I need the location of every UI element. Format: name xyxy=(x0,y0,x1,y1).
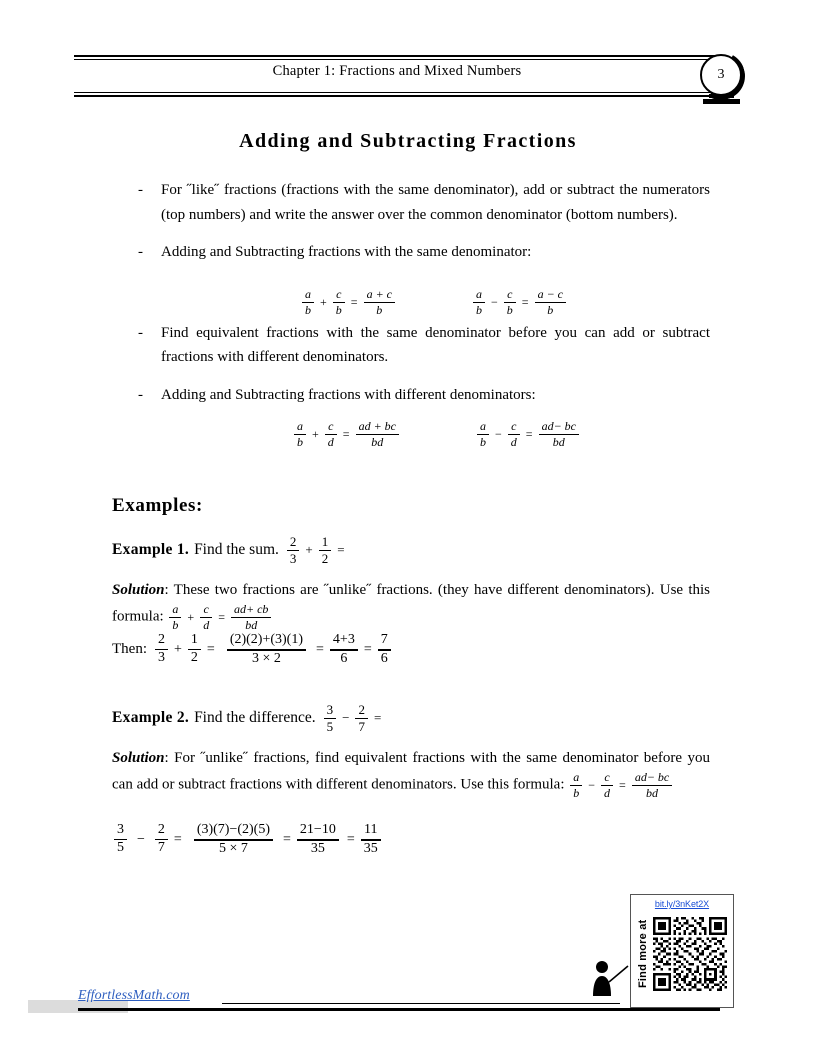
numerator: c xyxy=(328,419,334,433)
denominator: 5 × 7 xyxy=(218,840,248,856)
formula-like-subtract xyxy=(471,288,568,316)
numerator: c xyxy=(203,602,209,616)
example-1-prompt xyxy=(112,535,349,566)
fraction-c-over-d xyxy=(200,603,212,631)
rule-item-1 xyxy=(138,178,710,227)
numerator: a xyxy=(305,287,311,301)
operator-plus: + xyxy=(174,641,182,657)
operator-plus: + xyxy=(320,294,327,309)
work-1-lead: Then: xyxy=(112,641,147,658)
header-rule-bottom xyxy=(74,92,720,97)
footer-rule-thin xyxy=(222,1003,620,1004)
examples-heading: Examples: xyxy=(112,495,203,516)
bullet-dash: - xyxy=(138,182,143,198)
denominator: bd xyxy=(371,434,384,449)
denominator: b xyxy=(376,302,383,317)
denominator: d xyxy=(203,617,210,632)
teacher-pointer-icon xyxy=(584,958,632,998)
operator-plus: + xyxy=(312,426,319,441)
equals-sign: = xyxy=(346,831,355,847)
equals-sign: = xyxy=(363,641,372,657)
denominator: b xyxy=(573,785,580,800)
denominator: b xyxy=(547,302,554,317)
fraction-result xyxy=(364,288,395,316)
rule-item-4 xyxy=(138,383,710,408)
header-rule-top xyxy=(74,55,720,60)
equals-sign: = xyxy=(525,426,533,441)
numerator: c xyxy=(507,287,513,301)
example-1-expression xyxy=(285,535,349,566)
bullet-dash: - xyxy=(138,324,143,341)
denominator: b xyxy=(297,434,303,449)
equals-sign: = xyxy=(316,641,324,657)
numerator: ad− bc xyxy=(634,770,670,784)
numerator: ad+ cb xyxy=(233,602,269,616)
denominator: 3 xyxy=(289,550,297,566)
numerator: 1 xyxy=(321,534,329,549)
numerator: a xyxy=(480,419,486,433)
solution-1-text: These two fractions are ˝unlike˝ fractions. (they have different denominators). Use this formula: xyxy=(112,582,710,625)
solution-2-text: For ˝unlike˝ fractions, find equivalent fractions with the same denominator before you can add or subtract fractions with different denominators. Use this formula: xyxy=(112,750,710,793)
solution-1-formula xyxy=(167,603,273,631)
equals-sign: = xyxy=(521,294,529,309)
denominator: 6 xyxy=(340,650,348,666)
numerator: a − c xyxy=(537,287,563,301)
formula-unlike-add xyxy=(292,420,401,448)
equals-sign: = xyxy=(206,641,215,657)
denominator: 6 xyxy=(380,650,388,666)
equals-sign: = xyxy=(342,426,350,441)
example-1-solution xyxy=(112,578,710,631)
equals-sign: = xyxy=(283,831,291,847)
formula-like-add xyxy=(300,288,397,316)
fraction-c-over-b xyxy=(333,288,345,316)
numerator: ad + bc xyxy=(358,419,396,433)
example-2-label: Example 2. xyxy=(112,709,190,727)
equals-sign: = xyxy=(373,710,382,726)
fraction-3-over-5 xyxy=(114,823,127,856)
footer-site-link[interactable]: EffortlessMath.com xyxy=(78,988,190,1003)
denominator: 7 xyxy=(358,718,365,734)
denominator: 5 xyxy=(326,718,334,734)
denominator: b xyxy=(305,302,311,317)
equals-sign: = xyxy=(218,609,225,624)
denominator: d xyxy=(510,434,517,449)
solution-2-formula xyxy=(568,771,674,799)
numerator: 2 xyxy=(158,632,165,648)
fraction-1-over-2 xyxy=(319,535,332,566)
operator-minus: − xyxy=(491,294,498,309)
chapter-title: Chapter 1: Fractions and Mixed Numbers xyxy=(272,63,522,79)
fraction-result xyxy=(231,603,271,631)
fraction-c-over-b xyxy=(504,288,516,316)
numerator: a xyxy=(573,770,580,784)
denominator: 2 xyxy=(190,650,198,666)
bullet-dash: - xyxy=(138,244,143,260)
numerator: a xyxy=(172,602,179,616)
operator-plus: + xyxy=(187,609,195,624)
denominator: bd xyxy=(646,785,659,800)
example-2-work xyxy=(112,823,383,856)
numerator: c xyxy=(511,419,517,433)
denominator: 3 × 2 xyxy=(251,650,281,666)
equals-sign: = xyxy=(619,777,626,792)
denominator: b xyxy=(506,302,513,317)
qr-body xyxy=(635,912,729,996)
globe-foot-icon xyxy=(703,99,740,104)
denominator: bd xyxy=(245,617,258,632)
denominator: d xyxy=(604,785,611,800)
fraction-a-over-b xyxy=(477,420,489,448)
denominator: 3 xyxy=(158,650,165,666)
solution-label: Solution xyxy=(112,582,165,598)
lesson-title: Adding and Subtracting Fractions xyxy=(239,130,577,152)
fraction-a-over-b xyxy=(302,288,314,316)
operator-minus: − xyxy=(342,710,350,726)
qr-code-icon[interactable] xyxy=(653,917,727,991)
fraction-step-expanded xyxy=(194,823,273,856)
denominator: b xyxy=(335,302,342,317)
operator-minus: − xyxy=(588,777,596,792)
numerator: 3 xyxy=(117,822,124,838)
solution-colon: : xyxy=(164,582,169,598)
numerator: 4+3 xyxy=(332,632,355,647)
operator-minus: − xyxy=(137,831,145,847)
numerator: 1 xyxy=(190,632,198,648)
rule-text-4: Adding and Subtracting fractions with different denominators: xyxy=(161,386,536,403)
example-2-expression xyxy=(322,703,386,734)
numerator: (2)(2)+(3)(1) xyxy=(229,632,304,647)
denominator: b xyxy=(172,617,179,632)
fraction-c-over-d xyxy=(601,771,613,799)
denominator: 35 xyxy=(310,840,325,856)
equals-sign: = xyxy=(337,542,345,558)
operator-plus: + xyxy=(305,542,313,558)
example-2-prompt xyxy=(112,703,385,734)
rule-text-1: For ˝like˝ fractions (fractions with the same denominator), add or subtract the numerators (top numbers) and write the answer over the common denominator (bottom numbers). xyxy=(161,182,710,223)
example-2-solution xyxy=(112,746,710,799)
solution-label: Solution xyxy=(112,750,165,766)
globe-stand-icon xyxy=(709,94,734,98)
example-2-text: Find the difference. xyxy=(194,709,316,727)
numerator: 2 xyxy=(157,822,165,838)
fraction-a-over-b xyxy=(294,420,306,448)
equals-sign: = xyxy=(350,294,358,309)
operator-minus: − xyxy=(495,426,502,441)
fraction-result xyxy=(356,420,399,448)
page-number: 3 xyxy=(717,67,725,82)
solution-colon: : xyxy=(164,750,169,766)
qr-link-text[interactable]: bit.ly/3nKet2X xyxy=(654,899,710,909)
page-header xyxy=(74,55,720,97)
fraction-a-over-b xyxy=(169,603,181,631)
fraction-2-over-7 xyxy=(355,703,368,734)
formula-unlike-fractions xyxy=(292,420,581,448)
denominator: b xyxy=(476,302,482,317)
fraction-a-over-b xyxy=(473,288,485,316)
denominator: d xyxy=(327,434,334,449)
equals-sign: = xyxy=(173,831,182,847)
numerator: (3)(7)−(2)(5) xyxy=(196,822,271,837)
rule-text-2: Adding and Subtracting fractions with the same denominator: xyxy=(161,244,532,260)
fraction-result xyxy=(632,771,672,799)
fraction-2-over-3 xyxy=(287,535,300,566)
numerator: 2 xyxy=(289,534,297,549)
fraction-2-over-3 xyxy=(155,633,168,666)
fraction-2-over-7 xyxy=(155,823,168,856)
numerator: a + c xyxy=(366,287,392,301)
numerator: 11 xyxy=(363,822,378,837)
fraction-1-over-2 xyxy=(188,633,201,666)
numerator: 21−10 xyxy=(299,822,336,837)
denominator: bd xyxy=(552,434,565,449)
fraction-step-difference xyxy=(297,823,339,856)
formula-unlike-subtract xyxy=(475,420,581,448)
qr-promo-box[interactable] xyxy=(630,894,734,1008)
fraction-a-over-b xyxy=(570,771,582,799)
rule-text-3: Find equivalent fractions with the same denominator before you can add or subtract fractions with different denominators. xyxy=(161,324,710,365)
numerator: a xyxy=(297,419,303,433)
denominator: 2 xyxy=(321,550,329,566)
fraction-result xyxy=(539,420,579,448)
bullet-dash: - xyxy=(138,386,143,403)
fraction-c-over-d xyxy=(325,420,337,448)
formula-like-fractions xyxy=(300,288,568,316)
page-number-badge xyxy=(697,52,747,104)
fraction-c-over-d xyxy=(508,420,520,448)
numerator: 2 xyxy=(358,702,365,717)
example-1-work xyxy=(112,633,393,666)
denominator: 5 xyxy=(117,840,124,856)
fraction-step-sum xyxy=(330,633,358,666)
fraction-step-expanded xyxy=(227,633,306,666)
rule-item-3 xyxy=(138,321,710,370)
denominator: 35 xyxy=(363,840,378,856)
fraction-answer xyxy=(378,633,391,666)
fraction-3-over-5 xyxy=(324,703,337,734)
example-1-label: Example 1. xyxy=(112,541,190,559)
qr-caption: Find more at xyxy=(637,919,649,989)
rule-item-2 xyxy=(138,240,710,265)
numerator: 7 xyxy=(380,632,388,647)
denominator: 7 xyxy=(157,840,165,856)
numerator: ad− bc xyxy=(541,419,576,433)
numerator: c xyxy=(604,770,610,784)
numerator: 3 xyxy=(326,702,334,717)
numerator: c xyxy=(336,287,342,301)
numerator: a xyxy=(476,287,482,301)
fraction-answer xyxy=(361,823,381,856)
footer-rule-thick xyxy=(78,1008,720,1011)
example-1-text: Find the sum. xyxy=(194,541,279,559)
fraction-result xyxy=(535,288,566,316)
denominator: b xyxy=(480,434,486,449)
